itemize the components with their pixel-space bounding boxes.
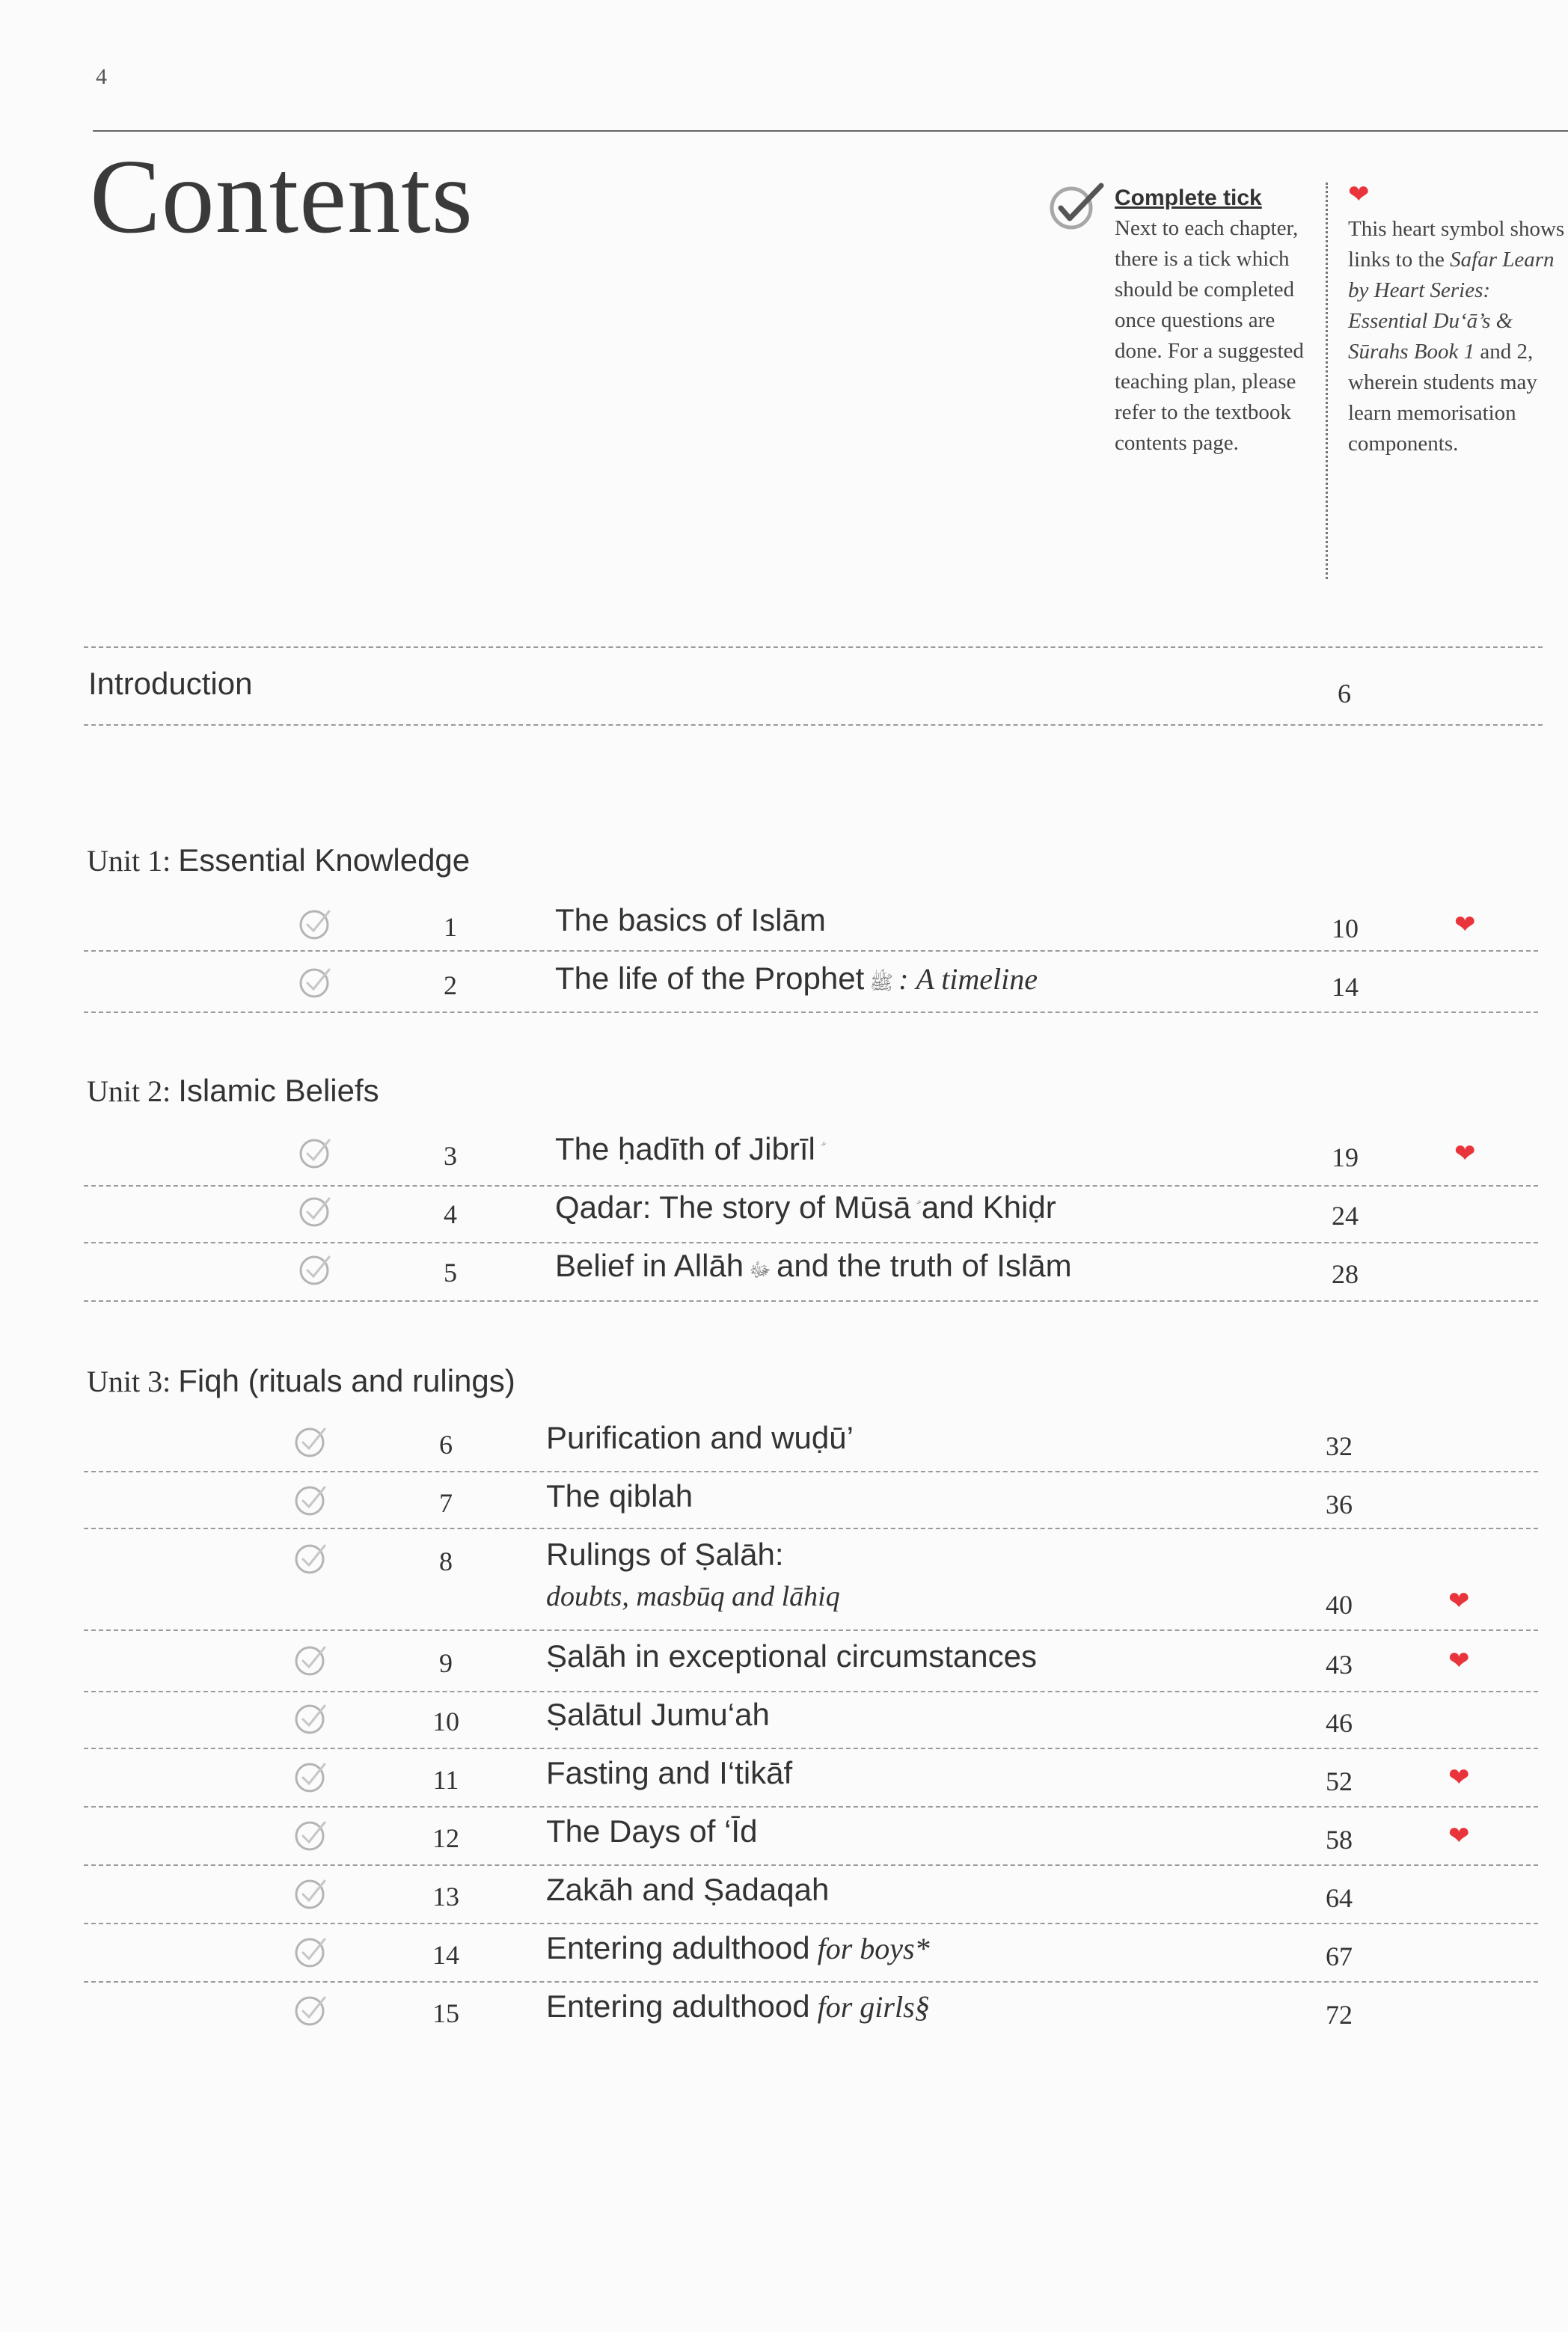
check-circle-icon[interactable] [298, 905, 331, 938]
chapter-page: 64 [1326, 1883, 1353, 1913]
heart-icon[interactable]: ❤ [1448, 1823, 1470, 1850]
chapter-title[interactable] [555, 1131, 821, 1167]
divider [84, 1981, 1538, 1983]
check-circle-icon[interactable] [293, 1992, 326, 2025]
chapter-page: 36 [1326, 1490, 1353, 1520]
chapter-page: 46 [1326, 1708, 1353, 1738]
legend-tick [1115, 183, 1324, 459]
check-circle-icon[interactable] [293, 1875, 326, 1908]
chapter-title[interactable] [555, 961, 1038, 999]
heart-icon: ❤ [1348, 181, 1370, 209]
chapter-number: 9 [439, 1648, 453, 1678]
honorific-symbol: ﷺ [864, 971, 899, 994]
check-circle-icon[interactable] [293, 1481, 326, 1514]
legend-tick-text: Next to each chapter, there is a tick which should be completed once questions are done. For a suggested teaching plan, please refer to the textbook contents page. [1115, 216, 1304, 455]
heart-icon[interactable]: ❤ [1448, 1588, 1470, 1615]
unit-name: Islamic Beliefs [178, 1073, 379, 1108]
chapter-page: 32 [1326, 1431, 1353, 1461]
chapter-page: 14 [1332, 972, 1359, 1002]
chapter-title[interactable] [546, 1478, 693, 1514]
unit-prefix: Unit 2: [87, 1074, 171, 1108]
chapter-title-text: The qiblah [546, 1478, 693, 1514]
chapter-title-text: and Khiḍr [921, 1190, 1056, 1225]
chapter-title-text: Entering adulthood [546, 1930, 810, 1965]
chapter-number: 13 [432, 1882, 459, 1912]
chapter-title[interactable] [546, 1638, 1037, 1674]
chapter-title[interactable] [546, 1420, 854, 1456]
divider [84, 1864, 1538, 1866]
introduction-page: 6 [1338, 679, 1351, 709]
unit-prefix: Unit 1: [87, 844, 171, 878]
chapter-title-text: Rulings of Ṣalāh: [546, 1537, 784, 1572]
chapter-page: 40 [1326, 1590, 1353, 1620]
check-circle-icon[interactable] [298, 1251, 331, 1284]
check-circle-icon[interactable] [293, 1758, 326, 1791]
honorific-symbol: ؑ [815, 1142, 821, 1164]
chapter-title[interactable] [555, 902, 826, 938]
chapter-title-text: Qadar: The story of Mūsā [555, 1190, 911, 1225]
chapter-title-line2: doubts, masbūq and lāhiq [546, 1581, 840, 1612]
page-title: Contents [90, 137, 474, 255]
chapter-title[interactable] [546, 1930, 930, 1966]
heart-icon[interactable]: ❤ [1454, 1140, 1476, 1168]
divider [84, 1691, 1538, 1692]
check-circle-icon[interactable] [293, 1700, 326, 1733]
unit-name: Essential Knowledge [178, 842, 471, 878]
unit-name: Fiqh (rituals and rulings) [178, 1363, 515, 1398]
chapter-page: 58 [1326, 1825, 1353, 1855]
check-circle-icon[interactable] [293, 1933, 326, 1966]
chapter-page: 19 [1332, 1142, 1359, 1172]
unit-prefix: Unit 3: [87, 1365, 171, 1398]
chapter-title-text: The ḥadīth of Jibrīl [555, 1131, 815, 1166]
chapter-title[interactable] [555, 1190, 1056, 1225]
divider [84, 1471, 1538, 1472]
chapter-title-italic: for boys* [809, 1932, 930, 1965]
legend-heart [1348, 183, 1565, 459]
check-circle-icon[interactable] [293, 1540, 326, 1573]
chapter-title[interactable] [546, 1814, 757, 1849]
chapter-number: 10 [432, 1707, 459, 1736]
chapter-title[interactable] [546, 1755, 792, 1791]
chapter-number: 5 [444, 1258, 457, 1288]
unit-heading-3 [87, 1363, 515, 1399]
chapter-title-text: Ṣalāh in exceptional circumstances [546, 1638, 1038, 1674]
legend-tick-title: Complete tick [1115, 186, 1262, 210]
check-circle-icon[interactable] [298, 964, 331, 997]
chapter-title-text: The Days of ‘Īd [546, 1814, 758, 1849]
chapter-title[interactable] [546, 1872, 829, 1908]
divider [84, 1528, 1538, 1529]
legend-heart-text-1: This heart symbol shows links to the [1348, 217, 1565, 272]
chapter-number: 11 [432, 1765, 459, 1795]
chapter-page: 72 [1326, 2000, 1353, 2030]
chapter-number: 14 [432, 1940, 459, 1970]
chapter-title-text: Fasting and I‘tikāf [546, 1755, 793, 1790]
chapter-title-text: Entering adulthood [546, 1989, 810, 2024]
legend-heart-text-italic: Safar Learn by Heart Series: Essential Du‘ā’s & Sūrahs Book 1 [1348, 248, 1555, 364]
introduction-label[interactable]: Introduction [88, 666, 253, 701]
chapter-number: 8 [439, 1546, 453, 1576]
heart-icon[interactable]: ❤ [1448, 1764, 1470, 1792]
chapter-page: 28 [1332, 1259, 1359, 1289]
check-circle-icon[interactable] [298, 1193, 331, 1225]
chapter-number: 7 [439, 1488, 453, 1518]
divider [84, 1806, 1538, 1808]
chapter-title[interactable] [555, 1248, 1072, 1286]
divider [84, 1923, 1538, 1924]
legend-divider [1326, 183, 1328, 579]
divider [84, 1185, 1538, 1187]
chapter-title-text: Purification and wuḍū’ [546, 1420, 854, 1455]
chapter-title-text: Zakāh and Ṣadaqah [546, 1872, 830, 1907]
divider [84, 1012, 1538, 1013]
chapter-number: 1 [444, 912, 457, 942]
chapter-number: 12 [432, 1823, 459, 1853]
divider [84, 1242, 1538, 1243]
chapter-title-italic: : A timeline [898, 962, 1038, 996]
chapter-title-text: Belief in Allāh [555, 1248, 744, 1283]
check-circle-icon[interactable] [293, 1817, 326, 1849]
honorific-symbol: ؑ [910, 1200, 922, 1222]
check-circle-icon [1046, 180, 1110, 232]
divider [84, 1300, 1538, 1302]
chapter-title-text: The basics of Islām [555, 902, 826, 937]
chapter-number: 15 [432, 1998, 459, 2028]
chapter-page: 10 [1332, 913, 1359, 943]
unit-heading-1 [87, 842, 470, 878]
chapter-page: 52 [1326, 1766, 1353, 1796]
divider [84, 646, 1543, 648]
divider [84, 1629, 1538, 1631]
chapter-title[interactable] [546, 1989, 930, 2025]
chapter-title-text: The life of the Prophet [555, 961, 865, 996]
chapter-title[interactable] [546, 1537, 784, 1573]
divider [84, 950, 1538, 952]
check-circle-icon[interactable] [293, 1423, 326, 1456]
legend-heart-text-2: and 2, wherein students may learn memorisation components. [1348, 340, 1537, 456]
check-circle-icon[interactable] [298, 1134, 331, 1167]
check-circle-icon[interactable] [293, 1641, 326, 1674]
honorific-symbol: ﷻ [744, 1258, 777, 1281]
divider [84, 1748, 1538, 1749]
unit-heading-2 [87, 1073, 379, 1109]
chapter-title-text: Ṣalātul Jumu‘ah [546, 1697, 770, 1732]
chapter-number: 3 [444, 1141, 457, 1171]
heart-icon[interactable]: ❤ [1454, 911, 1476, 939]
chapter-number: 2 [444, 970, 457, 1000]
divider [84, 724, 1543, 726]
chapter-title-text: and the truth of Islām [777, 1248, 1072, 1283]
top-rule [93, 130, 1568, 132]
chapter-page: 67 [1326, 1941, 1353, 1971]
chapter-number: 4 [444, 1199, 457, 1229]
chapter-page: 24 [1332, 1201, 1359, 1231]
chapter-number: 6 [439, 1430, 453, 1460]
chapter-title[interactable] [546, 1697, 770, 1733]
chapter-title-italic: for girls§ [809, 1990, 930, 2024]
page-number: 4 [96, 64, 107, 89]
heart-icon[interactable]: ❤ [1448, 1647, 1470, 1675]
chapter-page: 43 [1326, 1650, 1353, 1680]
